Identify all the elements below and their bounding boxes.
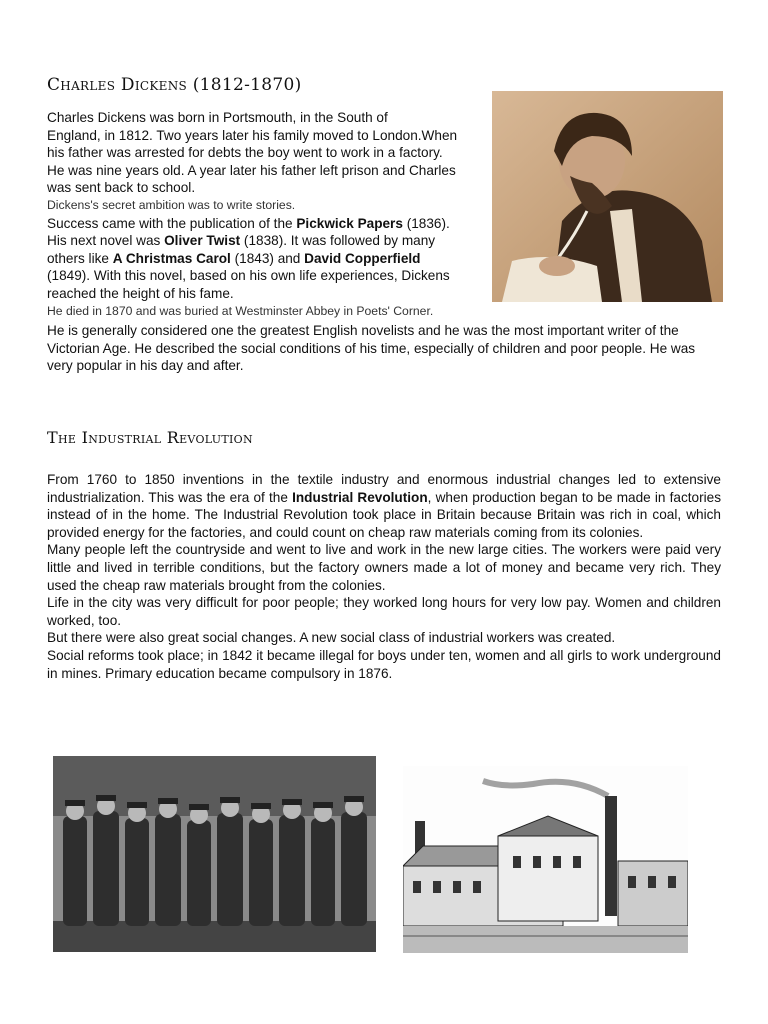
- pickwick-papers-title: Pickwick Papers: [296, 215, 403, 231]
- death-line: He died in 1870 and was buried at Westminster Abbey in Poets' Corner.: [47, 303, 434, 318]
- industrial-paragraph: Many people left the countryside and went to live and work in the new large cities. The workers were paid very little and lived in terrible conditions, but the factory owners made a lot of money and became very rich. They used the cheap raw materials brought from the colonies.: [47, 542, 721, 593]
- factory-engraving-image: [403, 766, 688, 953]
- dickens-bio-paragraph: [47, 109, 497, 320]
- industrial-paragraph: Life in the city was very difficult for poor people; they worked long hours for very low pay. Women and children worked, too.: [47, 595, 721, 628]
- industrial-revolution-heading: The Industrial Revolution: [47, 428, 253, 447]
- others-line: others like A Christmas Carol (1843) and David Copperfield: [47, 250, 421, 266]
- next-novel-line: His next novel was Oliver Twist (1838). It was followed by many: [47, 233, 436, 249]
- bio-line: was sent back to school.: [47, 180, 196, 196]
- industrial-revolution-text: [47, 471, 721, 682]
- dickens-legacy-paragraph: He is generally considered one the greatest English novelists and he was the most important writer of the Victorian Age. He described the social conditions of his time, especially of children and poor people. He was very popular in his day and after.: [47, 323, 696, 374]
- david-copperfield-title: David Copperfield: [304, 250, 421, 266]
- christmas-carol-title: A Christmas Carol: [112, 250, 231, 266]
- bio-line: England, in 1812. Two years later his family moved to London.When: [47, 127, 458, 143]
- ambition-line: Dickens's secret ambition was to write stories.: [47, 197, 296, 212]
- dickens-portrait-image: [492, 91, 723, 302]
- bio-line: (1849). With this novel, based on his own life experiences, Dickens: [47, 268, 450, 284]
- child-workers-image: [53, 756, 376, 952]
- bio-line: Charles Dickens was born in Portsmouth, in the South of: [47, 110, 388, 125]
- industrial-paragraph: Social reforms took place; in 1842 it became illegal for boys under ten, women and all girls to work underground in mines. Primary education became compulsory in 1876.: [47, 647, 721, 681]
- success-line: Success came with the publication of the Pickwick Papers (1836).: [47, 215, 450, 231]
- industrial-paragraph: But there were also great social changes. A new social class of industrial workers was created.: [47, 630, 616, 646]
- industrial-revolution-term: Industrial Revolution: [292, 489, 428, 505]
- bio-line: He was nine years old. A year later his father left prison and Charles: [47, 162, 456, 178]
- bio-line: reached the height of his fame.: [47, 285, 234, 301]
- dickens-heading: Charles Dickens (1812-1870): [47, 75, 302, 95]
- industrial-paragraph: From 1760 to 1850 inventions in the textile industry and enormous industrial changes led to extensive industrialization. This was the era of the Industrial Revolution, when production began to be made in factories instead of in the home. The Industrial Revolution took place in Britain because Britain was rich in coal, which provided energy for the factories, and could count on cheap raw materials coming from its colonies.: [47, 472, 721, 540]
- oliver-twist-title: Oliver Twist: [164, 233, 241, 249]
- bio-line: his father was arrested for debts the boy went to work in a factory.: [47, 145, 443, 161]
